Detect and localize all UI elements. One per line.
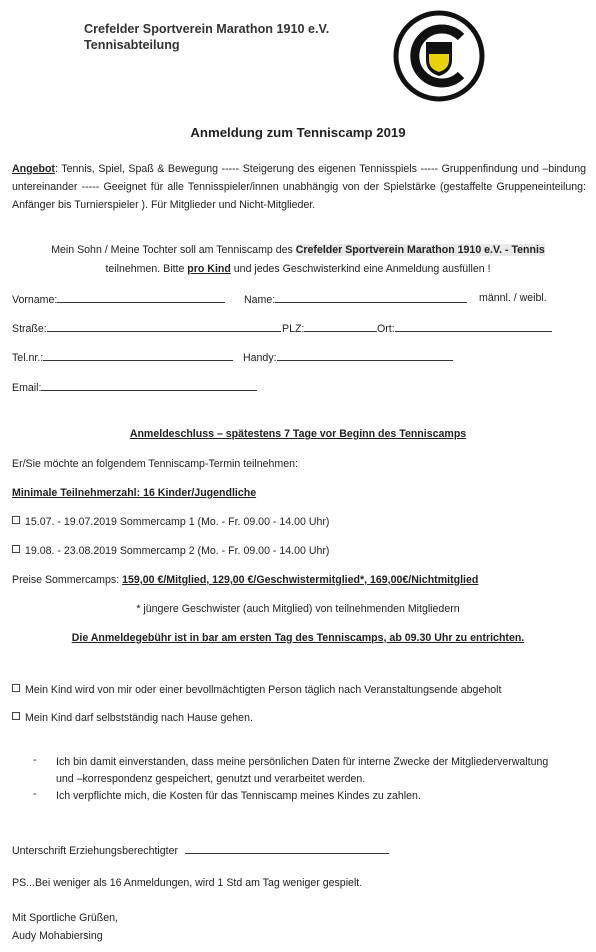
pro-kind: pro Kind [187,263,231,275]
vorname-field[interactable] [57,292,225,303]
telnr-row [12,350,233,364]
fee-note: Die Anmeldegebühr ist in bar am ersten Tag des Tenniscamps, ab 09.30 Uhr zu entrichten. [71,632,525,644]
name-row [244,292,467,306]
offer-label: Angebot [12,163,55,175]
intro-text: Mein Sohn / Meine Tochter soll am Tenniscamp des [51,244,296,256]
intro-line-1 [0,244,596,256]
consent-dash-1: - [33,754,37,766]
offer-text: : Tennis, Spiel, Spaß & Bewegung ----- Steigerung des eigenen Tennisspiels ----- Gruppenfindung und –bindung untereinander ----- Geeignet für alle Tennisspieler/innen unabhängig von der Spielstärke (gestaffelte Gruppeneinteilung: Anfänger bis Turnierspieler ). Für Mitglieder und Nicht-Mitglieder. [12,163,586,211]
pickup-label: Mein Kind wird von mir oder einer bevollmächtigten Person täglich nach Veranstaltungsende abgeholt [25,684,502,696]
gender-options[interactable]: männl. / weibl. [479,292,547,304]
club-highlight: Crefelder Sportverein Marathon 1910 e.V. - Tennis [295,244,545,256]
signature-label: Unterschrift Erziehungsberechtigter [12,845,179,857]
email-field[interactable] [41,380,257,391]
vorname-row [12,292,225,306]
camp-label: 19.08. - 23.08.2019 Sommercamp 2 (Mo. - Fr. 09.00 - 14.00 Uhr) [25,545,330,557]
telnr-label: Tel.nr.: [12,352,44,364]
prices-label: Preise Sommercamps: [12,574,123,586]
strasse-field[interactable] [47,321,281,332]
checkbox-icon[interactable] [12,516,20,524]
closing-greeting: Mit Sportliche Grüßen, [12,912,118,924]
pickup-label: Mein Kind darf selbstständig nach Hause gehen. [25,712,253,724]
signature-field[interactable] [185,843,389,854]
consent-1 [56,754,548,788]
checkbox-icon[interactable] [12,684,20,692]
prices-row [12,574,478,586]
closing-name: Audy Mohabiersing [12,930,103,942]
termin-intro: Er/Sie möchte an folgendem Tenniscamp-Termin teilnehmen: [12,458,298,470]
signature-row [12,843,389,857]
consent-1-line-2: und –korrespondenz gespeichert, genutzt und verarbeitet werden. [56,773,366,785]
handy-label: Handy: [243,352,277,364]
deadline-note: Anmeldeschluss – spätestens 7 Tage vor Beginn des Tenniscamps [129,428,467,440]
intro-text-2: teilnehmen. Bitte [105,263,188,275]
camp-option-1[interactable] [12,516,329,528]
prices-values: 159,00 €/Mitglied, 129,00 €/Geschwistermitglied*, 169,00€/Nichtmitglied [122,574,479,586]
telnr-field[interactable] [43,350,233,361]
handy-row [243,350,453,364]
footnote: * jüngere Geschwister (auch Mitglied) von teilnehmenden Mitgliedern [136,603,460,615]
pickup-option-1[interactable] [12,684,501,696]
ort-field[interactable] [395,321,552,332]
camp-label: 15.07. - 19.07.2019 Sommercamp 1 (Mo. - Fr. 09.00 - 14.00 Uhr) [25,516,330,528]
camp-option-2[interactable] [12,545,329,557]
ps-note: PS...Bei weniger als 16 Anmeldungen, wird 1 Std am Tag weniger gespielt. [12,877,363,889]
consent-dash-2: - [33,788,37,800]
consent-1-line-1: Ich bin damit einverstanden, dass meine persönlichen Daten für interne Zwecke der Mitgliederverwaltung [56,756,549,768]
intro-text-3: und jedes Geschwisterkind eine Anmeldung ausfüllen ! [230,263,491,275]
plz-row [282,321,377,335]
name-label: Name: [244,294,276,306]
ort-label: Ort: [377,323,395,335]
consent-2: Ich verpflichte mich, die Kosten für das Tenniscamp meines Kindes zu zahlen. [56,790,421,802]
plz-label: PLZ: [282,323,305,335]
email-label: Email: [12,382,42,394]
checkbox-icon[interactable] [12,545,20,553]
ort-row [377,321,552,335]
club-logo [393,10,485,102]
club-name: Crefelder Sportverein Marathon 1910 e.V. [84,22,330,36]
pickup-option-2[interactable] [12,712,253,724]
offer-paragraph [12,160,586,214]
name-field[interactable] [275,292,467,303]
strasse-row [12,321,281,335]
department-name: Tennisabteilung [84,38,180,52]
email-row [12,380,257,394]
page-title: Anmeldung zum Tenniscamp 2019 [190,125,406,140]
vorname-label: Vorname: [12,294,58,306]
strasse-label: Straße: [12,323,47,335]
handy-field[interactable] [277,350,453,361]
intro-line-2 [0,263,596,275]
checkbox-icon[interactable] [12,712,20,720]
plz-field[interactable] [304,321,377,332]
min-participants: Minimale Teilnehmerzahl: 16 Kinder/Jugendliche [12,487,257,499]
